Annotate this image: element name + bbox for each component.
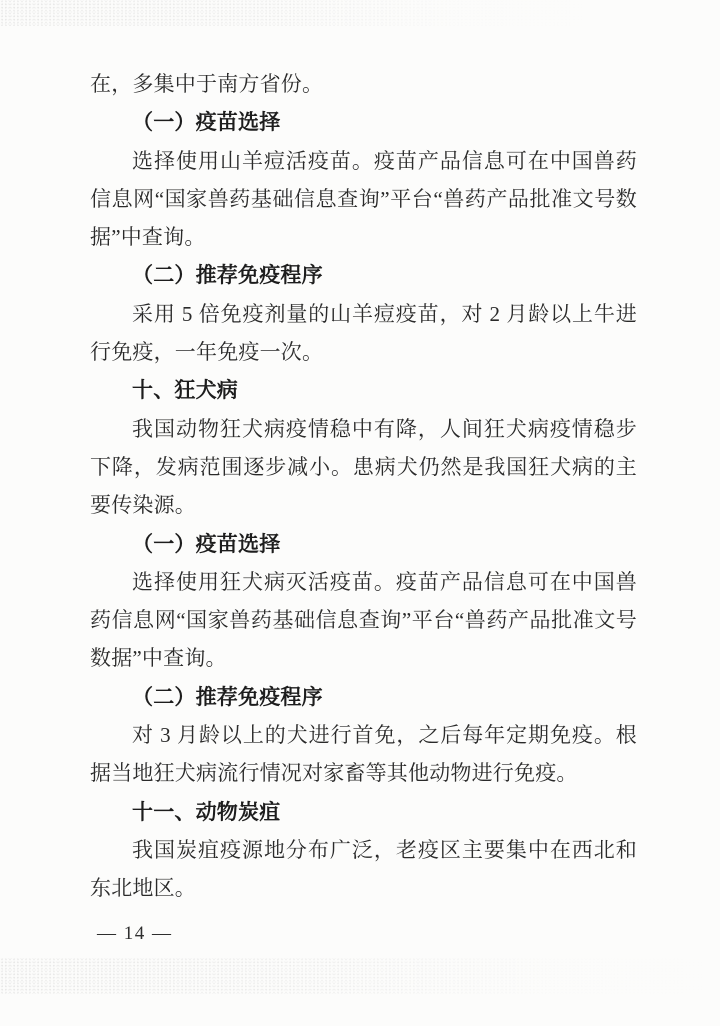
subsection-heading-vaccine-selection-1: （一）疫苗选择 — [132, 110, 281, 135]
scan-noise-bottom — [0, 958, 720, 994]
page-number: — 14 — — [97, 923, 173, 944]
paragraph-continuation: 在，多集中于南方省份。 — [90, 72, 324, 96]
body-paragraph: 选择使用狂犬病灭活疫苗。疫苗产品信息可在中国兽药信息网“国家兽药基础信息查询”平台“兽药产品批准文号数据”中查询。 — [90, 569, 637, 671]
section-heading-rabies: 十、狂犬病 — [132, 378, 238, 403]
body-paragraph: 我国动物狂犬病疫情稳中有降，人间狂犬病疫情稳步下降，发病范围逐步减小。患病犬仍然是我国狂犬病的主要传染源。 — [90, 416, 637, 518]
body-paragraph: 我国炭疽疫源地分布广泛，老疫区主要集中在西北和东北地区。 — [90, 837, 637, 901]
body-paragraph: 对 3 月龄以上的犬进行首免，之后每年定期免疫。根据当地狂犬病流行情况对家畜等其他动物进行免疫。 — [90, 723, 637, 786]
scan-noise-top — [0, 0, 600, 26]
subsection-heading-immunization-program-1: （二）推荐免疫程序 — [132, 263, 323, 288]
subsection-heading-immunization-program-2: （二）推荐免疫程序 — [132, 684, 323, 709]
body-paragraph: 采用 5 倍免疫剂量的山羊痘疫苗，对 2 月龄以上牛进行免疫，一年免疫一次。 — [90, 301, 637, 365]
section-heading-animal-anthrax: 十一、动物炭疽 — [132, 799, 281, 824]
document-body — [90, 65, 637, 908]
subsection-heading-vaccine-selection-2: （一）疫苗选择 — [132, 531, 281, 556]
body-paragraph: 选择使用山羊痘活疫苗。疫苗产品信息可在中国兽药信息网“国家兽药基础信息查询”平台“兽药产品批准文号数据”中查询。 — [90, 148, 637, 250]
